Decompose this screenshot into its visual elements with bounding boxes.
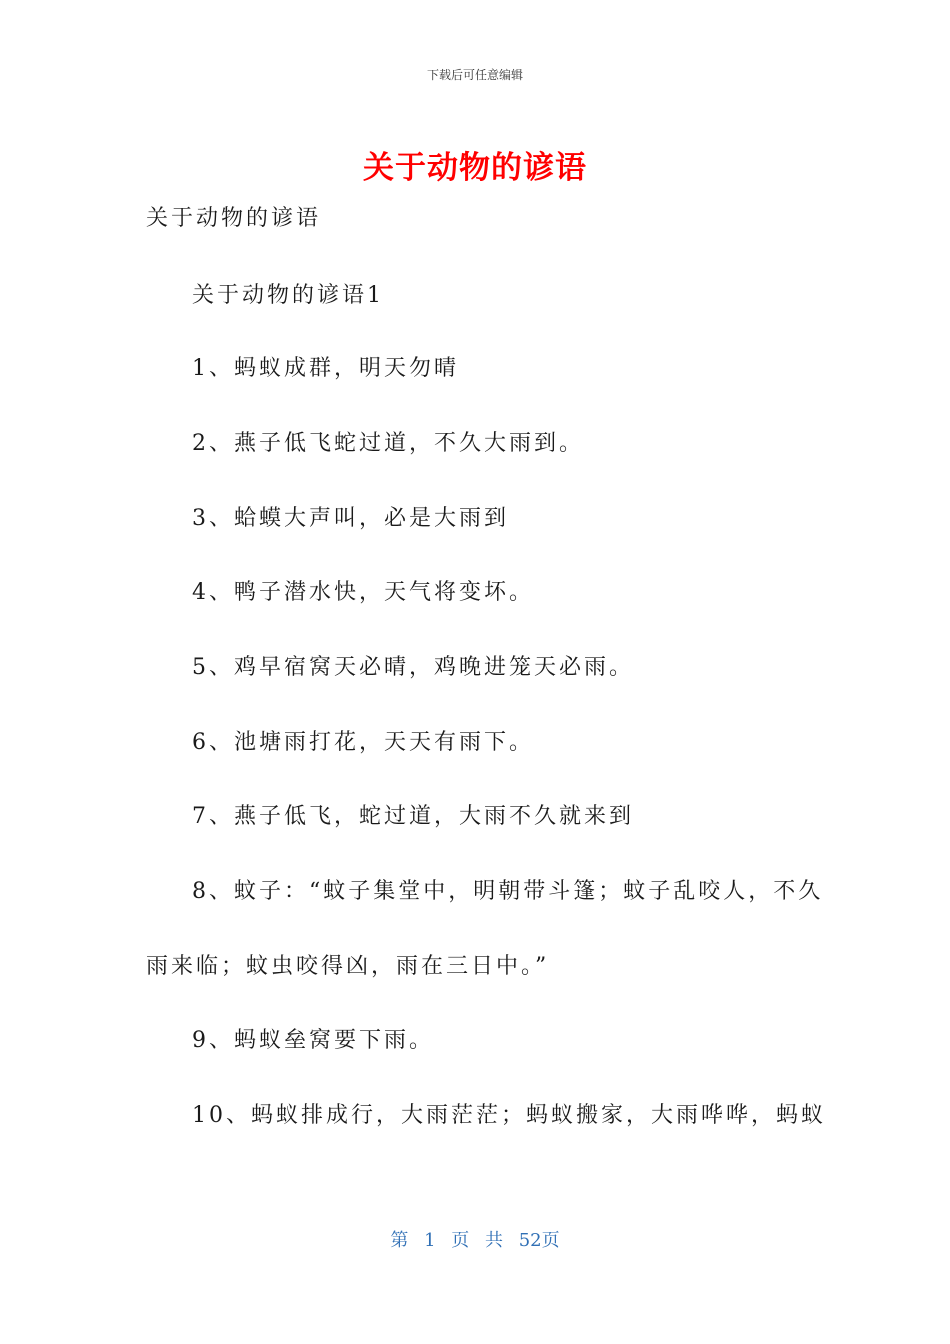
proverb-item: 9、蚂蚁垒窝要下雨。 [192, 1028, 434, 1053]
proverb-item: 2、燕子低飞蛇过道，不久大雨到。 [192, 431, 584, 456]
proverb-item: 3、蛤蟆大声叫，必是大雨到 [192, 506, 509, 531]
proverb-item: 1、蚂蚁成群，明天勿晴 [192, 356, 459, 381]
proverb-item-continuation: 雨来临；蚊虫咬得凶，雨在三日中。” [146, 954, 550, 979]
proverb-item: 4、鸭子潜水快，天气将变坏。 [192, 580, 534, 605]
proverb-item: 8、蚊子：“蚊子集堂中，明朝带斗篷；蚊子乱咬人，不久 [192, 879, 824, 904]
document-subtitle: 关于动物的谚语 [146, 206, 322, 231]
section-heading: 关于动物的谚语1 [192, 283, 384, 308]
header-note: 下载后可任意编辑 [426, 68, 523, 82]
page-number: 第 1 页 共 52页 [390, 1230, 560, 1251]
proverb-item: 6、池塘雨打花，天天有雨下。 [192, 730, 534, 755]
proverb-item: 10、蚂蚁排成行，大雨茫茫；蚂蚁搬家，大雨哗哗，蚂蚁 [192, 1103, 826, 1128]
document-title: 关于动物的谚语 [363, 150, 587, 186]
proverb-item: 5、鸡早宿窝天必晴，鸡晚进笼天必雨。 [192, 655, 634, 680]
proverb-item: 7、燕子低飞，蛇过道，大雨不久就来到 [192, 804, 634, 829]
